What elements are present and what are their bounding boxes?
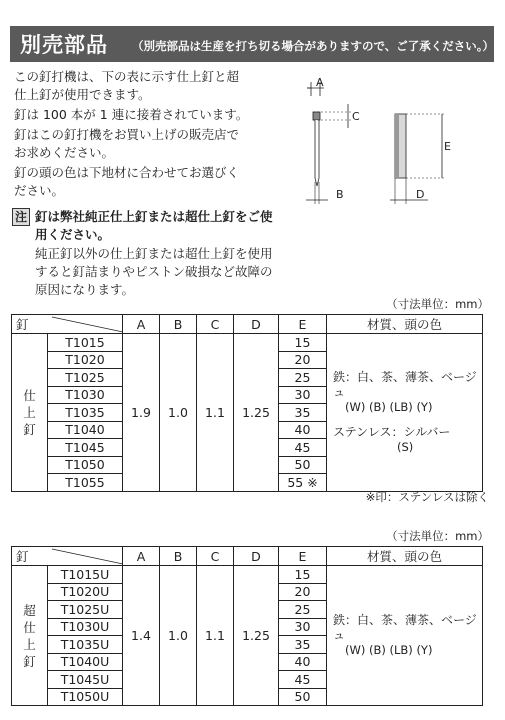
super-finish-nail-table (11, 546, 483, 706)
model-cell: T1045 (48, 439, 123, 457)
header-b: B (160, 547, 197, 566)
header-nail: 釘 (12, 315, 123, 334)
value-e: 40 (279, 421, 327, 439)
intro-paragraph-3: 釘はこの釘打機をお買い上げの販売店でお求めください。 (14, 127, 240, 160)
model-cell: T1050 (48, 456, 123, 474)
value-e: 30 (279, 386, 327, 404)
table1-footnote: ※印：ステンレスは除く (365, 490, 489, 504)
value-d: 1.25 (234, 334, 279, 492)
material-iron-codes: (W) (B) (LB) (Y) (345, 643, 433, 657)
model-cell: T1030U (48, 618, 123, 636)
section-header (10, 26, 494, 62)
value-e: 55 ※ (279, 474, 327, 492)
header-a: A (123, 547, 160, 566)
value-e: 15 (279, 334, 327, 352)
material-iron: 鉄：白、茶、薄茶、ベージュ (333, 613, 477, 642)
value-b: 1.0 (160, 566, 197, 706)
value-d: 1.25 (234, 566, 279, 706)
model-cell: T1035 (48, 404, 123, 422)
value-b: 1.0 (160, 334, 197, 492)
value-c: 1.1 (197, 566, 234, 706)
header-e: E (279, 315, 327, 334)
value-e: 35 (279, 636, 327, 654)
value-a: 1.4 (123, 566, 160, 706)
caution-headline: 釘は弊社純正仕上釘または超仕上釘をご使用ください。 (35, 209, 273, 242)
table1-unit: （寸法単位：mm） (386, 297, 489, 311)
model-cell: T1025 (48, 369, 123, 387)
table-row (12, 334, 483, 352)
model-cell: T1040 (48, 421, 123, 439)
header-c: C (197, 315, 234, 334)
header-d: D (234, 547, 279, 566)
header-c: C (197, 547, 234, 566)
value-a: 1.9 (123, 334, 160, 492)
dim-label-c: C (352, 110, 360, 123)
value-e: 40 (279, 653, 327, 671)
caution-mark: 注 (12, 208, 30, 226)
value-e: 45 (279, 671, 327, 689)
header-e: E (279, 547, 327, 566)
value-e: 30 (279, 618, 327, 636)
model-cell: T1050U (48, 688, 123, 706)
value-e: 45 (279, 439, 327, 457)
header-d: D (234, 315, 279, 334)
value-e: 20 (279, 583, 327, 601)
table-row (12, 566, 483, 584)
value-e: 20 (279, 351, 327, 369)
header-material: 材質、頭の色 (327, 547, 483, 566)
header-nail: 釘 (12, 547, 123, 566)
material-stainless-code: (S) (397, 439, 414, 454)
model-cell: T1035U (48, 636, 123, 654)
model-cell: T1015 (48, 334, 123, 352)
model-cell: T1055 (48, 474, 123, 492)
value-e: 25 (279, 601, 327, 619)
section-title: 別売部品 (20, 33, 108, 57)
model-cell: T1045U (48, 671, 123, 689)
header-material: 材質、頭の色 (327, 315, 483, 334)
dim-label-e: E (444, 140, 451, 153)
value-e: 35 (279, 404, 327, 422)
header-a: A (123, 315, 160, 334)
model-cell: T1030 (48, 386, 123, 404)
model-cell: T1020 (48, 351, 123, 369)
material-iron-codes: (W) (B) (LB) (Y) (345, 399, 433, 414)
value-e: 25 (279, 369, 327, 387)
nail-dimension-diagram (296, 72, 486, 212)
intro-paragraph-4: 釘の頭の色は下地材に合わせてお選びください。 (14, 165, 240, 198)
dim-label-b: B (336, 188, 344, 201)
material-iron: 鉄：白、茶、薄茶、ベージュ (333, 369, 477, 399)
material-cell (327, 334, 483, 492)
dim-label-a: A (316, 76, 324, 89)
intro-paragraph-1: この釘打機は、下の表に示す仕上釘と超仕上釘が使用できます。 (14, 69, 240, 102)
table2-unit: （寸法単位：mm） (386, 529, 489, 543)
intro-paragraph-2: 釘は 100 本が 1 連に接着されています。 (14, 107, 249, 122)
value-e: 50 (279, 456, 327, 474)
category-super-finish-nail: 超 仕 上 釘 (12, 566, 48, 706)
value-c: 1.1 (197, 334, 234, 492)
nail-side-view (306, 82, 352, 204)
dim-label-d: D (416, 188, 425, 201)
section-note: （別売部品は生産を打ち切る場合がありますので、ご了承ください。） (132, 39, 495, 53)
table-header-row (12, 547, 483, 566)
model-cell: T1020U (48, 583, 123, 601)
category-finish-nail: 仕 上 釘 (12, 334, 48, 492)
finish-nail-table (11, 314, 483, 492)
caution-body: 純正釘以外の仕上釘または超仕上釘を使用すると釘詰まりやピストン破損など故障の原因になります。 (35, 246, 273, 297)
model-cell: T1040U (48, 653, 123, 671)
table-header-row (12, 315, 483, 334)
material-cell (327, 566, 483, 706)
model-cell: T1015U (48, 566, 123, 584)
material-stainless: ステンレス：シルバー (333, 424, 451, 439)
model-cell: T1025U (48, 601, 123, 619)
value-e: 50 (279, 688, 327, 706)
value-e: 15 (279, 566, 327, 584)
header-b: B (160, 315, 197, 334)
